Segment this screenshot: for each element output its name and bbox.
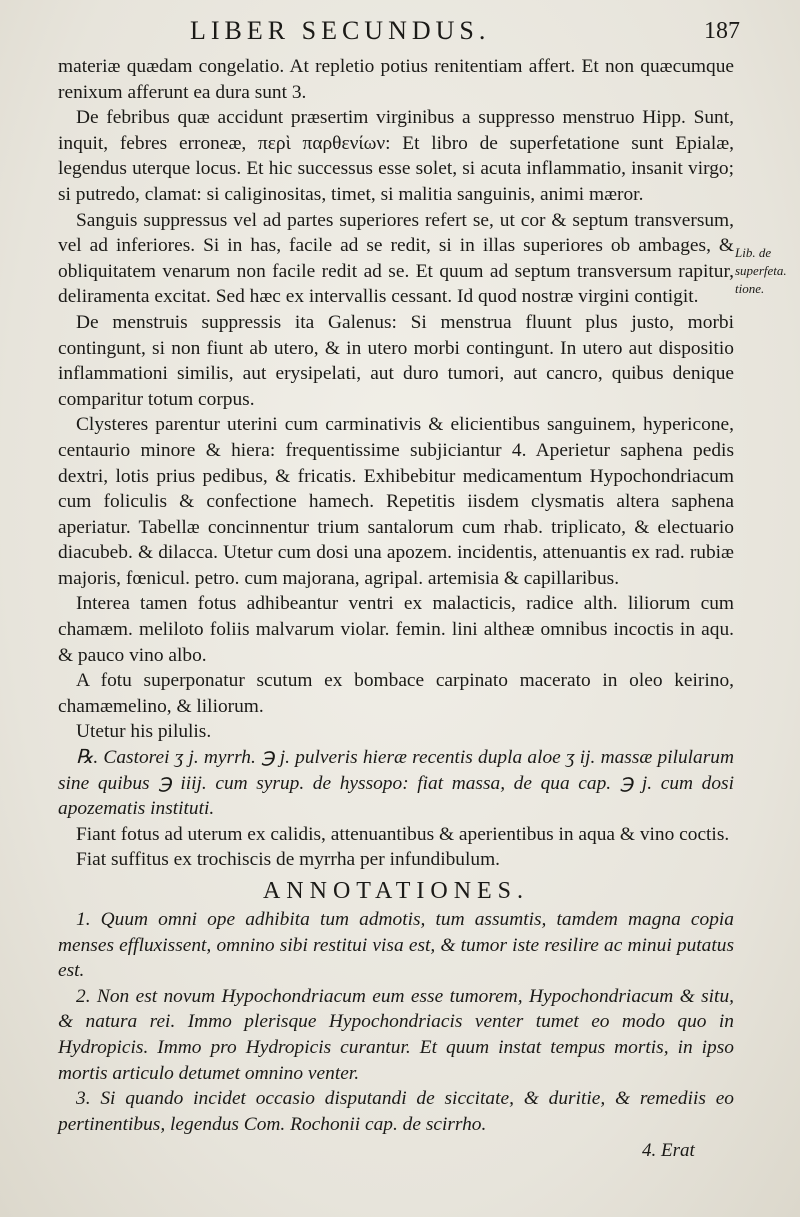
paragraph: Sanguis suppressus vel ad partes superiores refert se, ut cor & septum transversum, vel ad inferiores. Si in has, facile ad se redit, si in illas superiores ob ambages, & obliquitatem venarum non facile redit ad se. Et quum ad septum transversum rapitur, deliramenta excitat. Sed hæc ex intervallis cessant. Id quod nostræ virgini contigit. [58, 209, 734, 308]
paragraph: Interea tamen fotus adhibeantur ventri ex malacticis, radice alth. liliorum cum chamæm. meliloto foliis malvarum violar. femin. lini altheæ omnibus incoctis in aqu. & pauco vino albo. [58, 593, 734, 666]
page-header [60, 14, 740, 50]
paragraph: materiæ quædam congelatio. At repletio potius renitentiam affert. Et non quæcumque renixum afferunt ea dura sunt 3. [58, 56, 734, 103]
paragraph: De febribus quæ accidunt præsertim virginibus a suppresso menstruo Hipp. Sunt, inquit, febres erroneæ, περὶ παρθενίων: Et libro de superfetatione sunt Epialæ, legendus uterque locus. Et hic successus esse solet, si acuta inflammatio, insanit virgo; si putredo, clamat: si caliginositas, timet, si malitia sanguinis, animi mæror. [58, 107, 734, 205]
main-text [58, 54, 734, 1137]
annotation: 3. Si quando incidet occasio disputandi de siccitate, & duritie, & remediis eo pertinentibus, legendus Com. Rochonii cap. de scirrho. [58, 1088, 734, 1135]
margin-note [735, 244, 800, 298]
paragraph: Clysteres parentur uterini cum carminativis & elicientibus sanguinem, hypericone, centaurio minore & hiera: frequentissime subjiciantur 4. Aperietur saphena pedis dextri, lotis prius pedibus, & fricatis. Exhibebitur medicamentum Hypochondriacum cum foliculis & confectione hamech. Repetitis iisdem clysmatis altera saphena aperiatur. Tabellæ concinnentur trium santalorum cum rhab. triplicato, & electuario diacubeb. & dilacca. Utetur cum dosi una apozem. incidentis, attenuantis ex rad. rubiæ majoris, fœnicul. petro. cum majorana, agripal. artemisia & capillaribus. [58, 414, 734, 589]
paragraph: Fiant fotus ad uterum ex calidis, attenuantibus & aperientibus in aqua & vino coctis. [76, 823, 730, 845]
paragraph: De menstruis suppressis ita Galenus: Si menstrua fluunt plus justo, morbi contingunt, si non fiunt ab utero, & in utero morbi contingunt. In utero aut dispositio inflammationi similis, aut erysipelati, aut duro tumori, aut cancro, quibus denique comparitur totum corpus. [58, 311, 734, 410]
margin-note-line: tione. [735, 281, 765, 296]
annotation: 2. Non est novum Hypochondriacum eum esse tumorem, Hypochondriacum & situ, & natura rei. Immo plerisque Hypochondriacis venter tumet eo modo quo in Hydropicis. Immo pro Hydropicis curantur. Et quum instat tempus mortis, in ipso mortis articulo detumet omnino venter. [58, 985, 734, 1084]
margin-note-line: superfeta. [735, 263, 787, 278]
catchword: 4. Erat [642, 1140, 695, 1161]
recipe: ℞. Castorei ʒ j. myrrh. ℈ j. pulveris hieræ recentis dupla aloe ʒ ij. massæ pilularum sine quibus ℈ iiij. cum syrup. de hyssopo: fiat massa, de qua cap. ℈ j. cum dosi apozematis instituti. [58, 747, 734, 820]
running-title: LIBER SECUNDUS. [190, 16, 491, 45]
margin-note-line: Lib. de [735, 245, 772, 260]
annotations-heading: ANNOTATIONES. [262, 878, 530, 904]
page-number: 187 [704, 18, 740, 44]
paragraph: Fiat suffitus ex trochiscis de myrrha per infundibulum. [76, 849, 501, 871]
annotation: 1. Quum omni ope adhibita tum admotis, tum assumtis, tamdem magna copia menses effluxissent, omnino sibi restitui visa est, & tumor iste resilire ac minui putatus est. [58, 909, 734, 982]
paragraph: Utetur his pilulis. [76, 721, 212, 743]
paragraph: A fotu superponatur scutum ex bombace carpinato macerato in oleo keirino, chamæmelino, & liliorum. [58, 670, 734, 717]
